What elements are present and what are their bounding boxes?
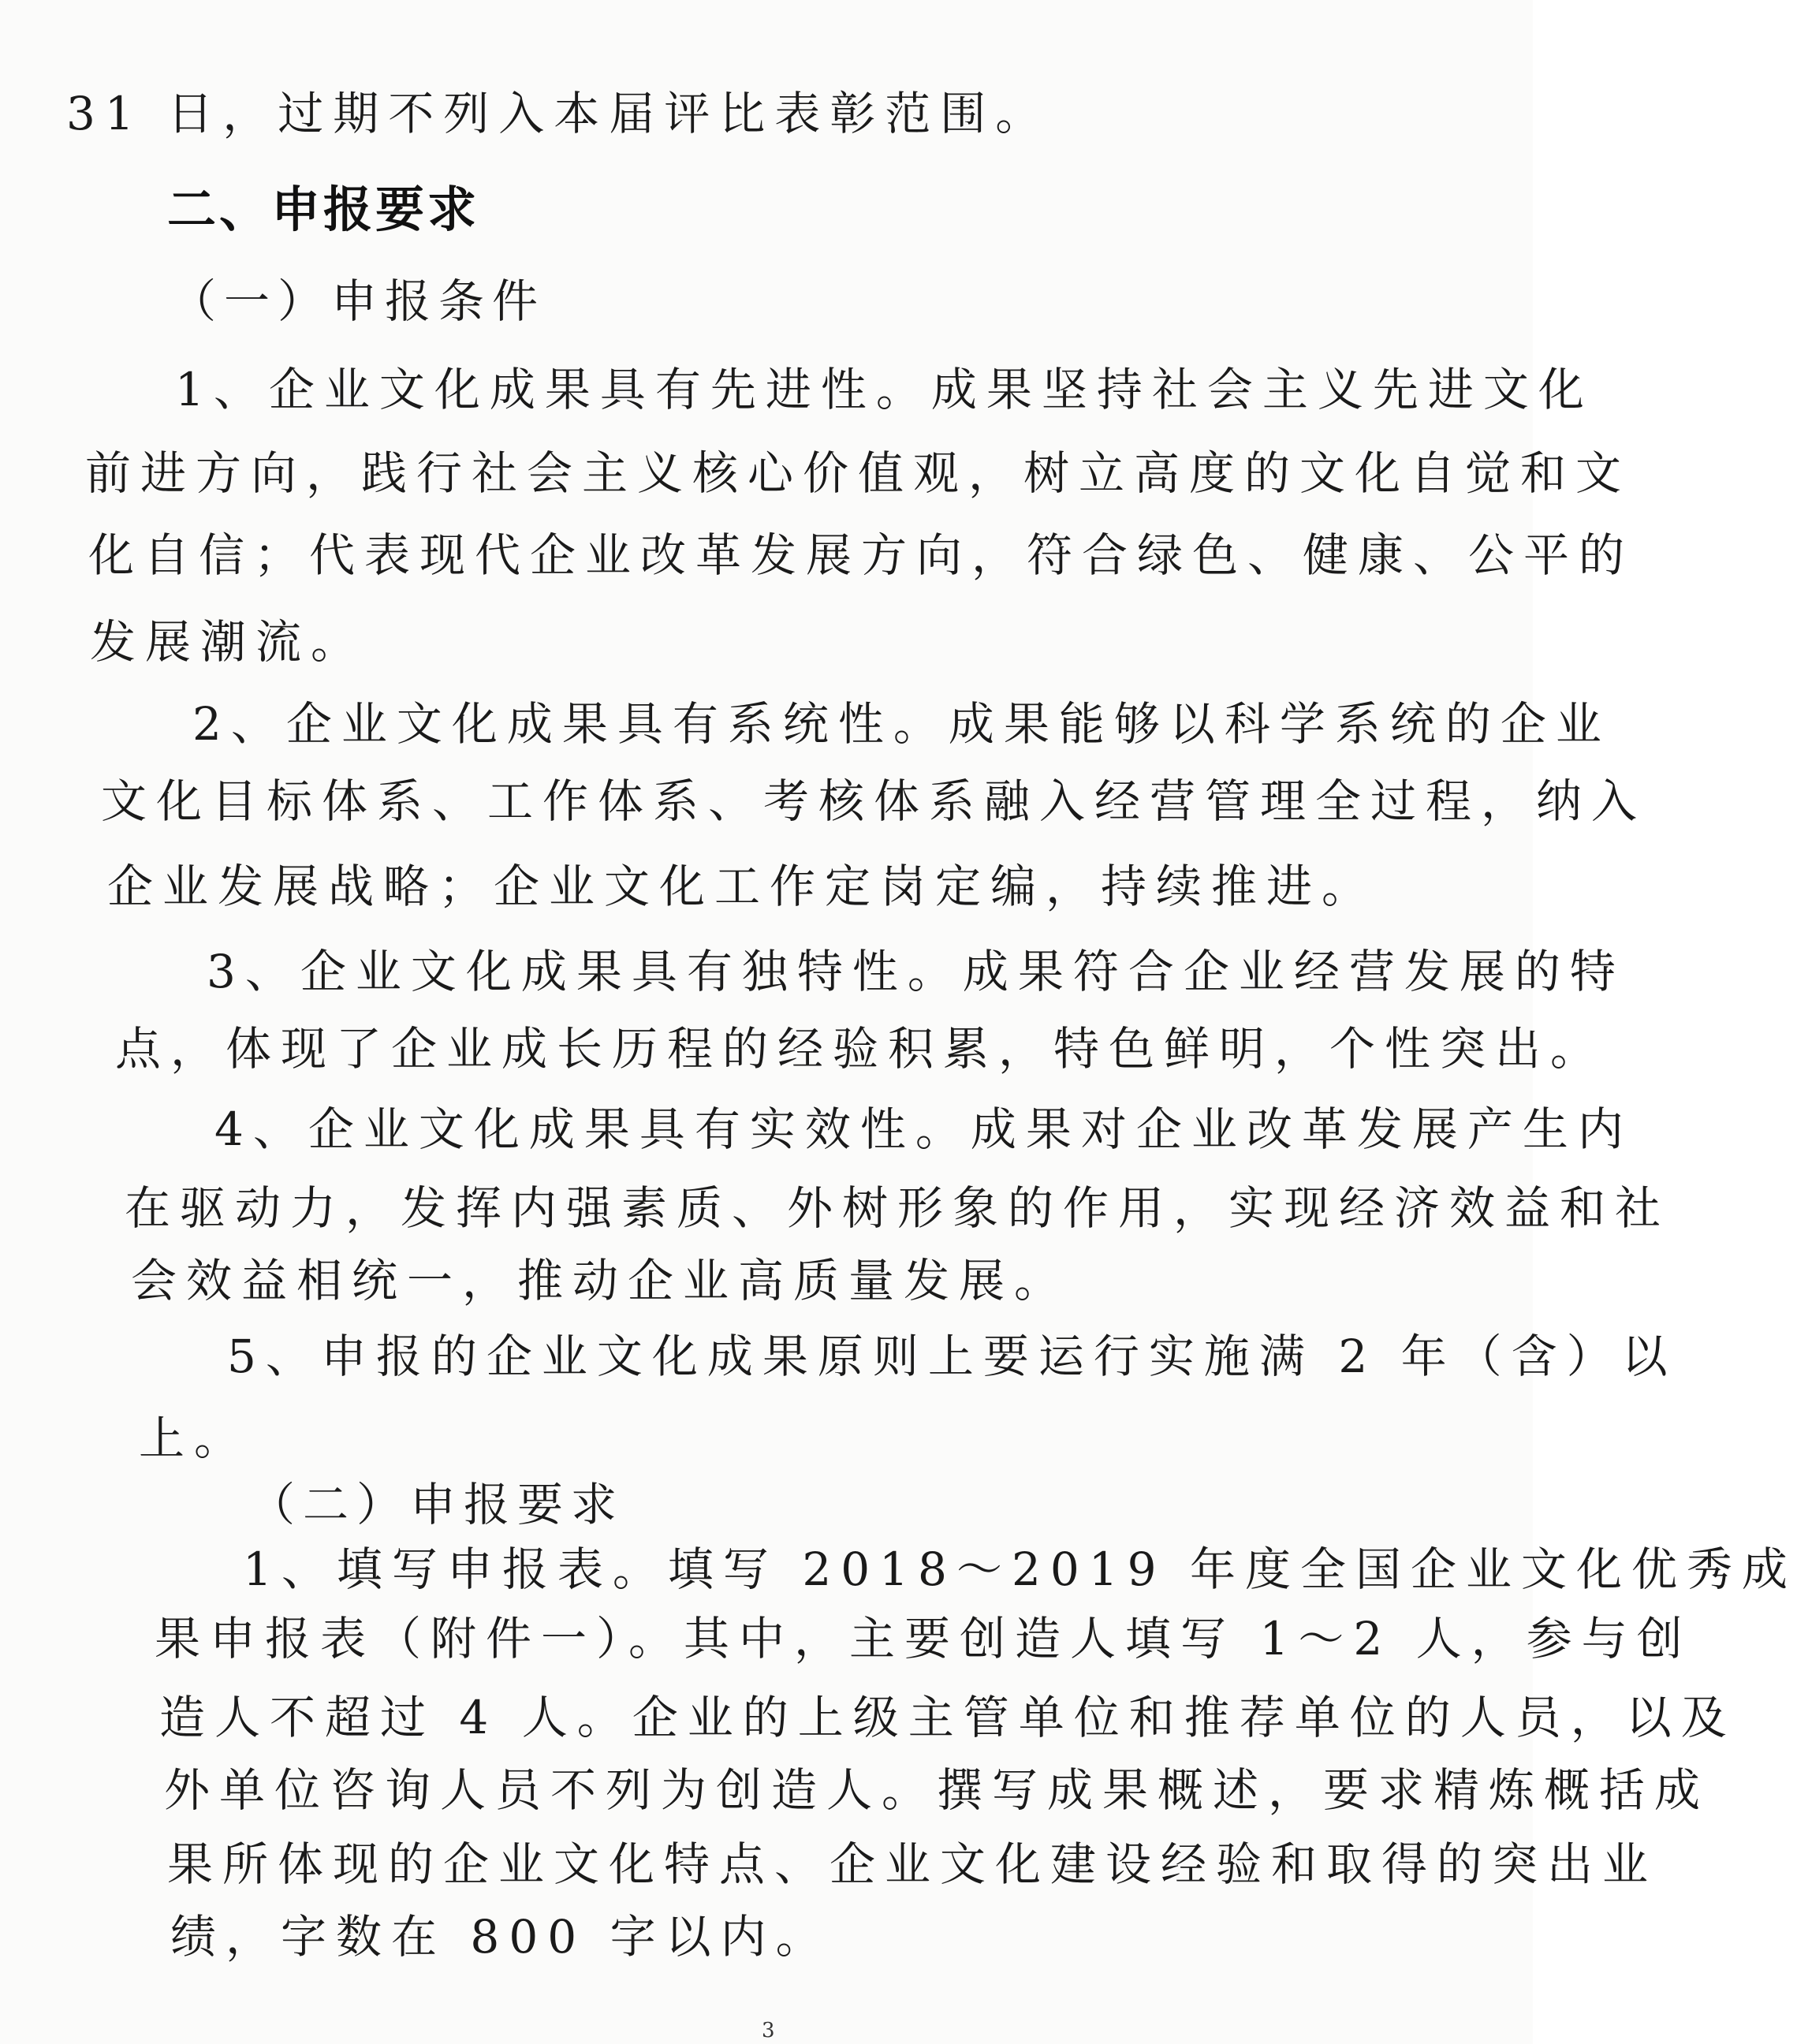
text-line-6: 化自信；代表现代企业改革发展方向，符合绿色、健康、公平的 (88, 528, 1635, 582)
text-line-10: 企业发展战略；企业文化工作定岗定编，持续推进。 (107, 860, 1378, 913)
text-line-19: 1、填写申报表。填写 2018～2019 年度全国企业文化优秀成 (243, 1542, 1797, 1596)
text-line-4: 1、企业文化成果具有先进性。成果坚持社会主义先进文化 (175, 363, 1594, 416)
text-line-7: 发展潮流。 (90, 615, 367, 669)
text-line-15: 会效益相统一，推动企业高质量发展。 (131, 1254, 1070, 1307)
text-line-16: 5、申报的企业文化成果原则上要运行实施满 2 年（含）以 (227, 1330, 1677, 1383)
text-line-21: 造人不超过 4 人。企业的上级主管单位和推荐单位的人员，以及 (159, 1691, 1736, 1744)
text-line-5: 前进方向，践行社会主义核心价值观，树立高度的文化自觉和文 (85, 446, 1631, 500)
text-line-24: 绩，字数在 800 字以内。 (170, 1910, 831, 1964)
text-line-11: 3、企业文化成果具有独特性。成果符合企业经营发展的特 (207, 945, 1625, 998)
text-line-8: 2、企业文化成果具有系统性。成果能够以科学系统的企业 (192, 697, 1611, 751)
subsection-heading-1: （一）申报条件 (170, 274, 546, 328)
text-line-14: 在驱动力，发挥内强素质、外树形象的作用，实现经济效益和社 (125, 1181, 1671, 1235)
text-line-17: 上。 (139, 1412, 250, 1465)
text-line-9: 文化目标体系、工作体系、考核体系融入经营管理全过程，纳入 (101, 774, 1647, 828)
text-line-13: 4、企业文化成果具有实效性。成果对企业改革发展产生内 (214, 1102, 1633, 1156)
text-line-22: 外单位咨询人员不列为创造人。撰写成果概述，要求精炼概括成 (164, 1763, 1710, 1817)
text-line-12: 点，体现了企业成长历程的经验积累，特色鲜明，个性突出。 (115, 1022, 1606, 1076)
section-heading: 二、申报要求 (167, 181, 480, 238)
page-number: 3 (762, 2019, 775, 2042)
text-line-20: 果申报表（附件一）。其中，主要创造人填写 1～2 人，参与创 (155, 1612, 1692, 1665)
text-line-23: 果所体现的企业文化特点、企业文化建设经验和取得的突出业 (167, 1837, 1658, 1891)
text-line-1: 31 日，过期不列入本届评比表彰范围。 (66, 87, 1051, 140)
subsection-heading-2: （二）申报要求 (249, 1478, 625, 1531)
